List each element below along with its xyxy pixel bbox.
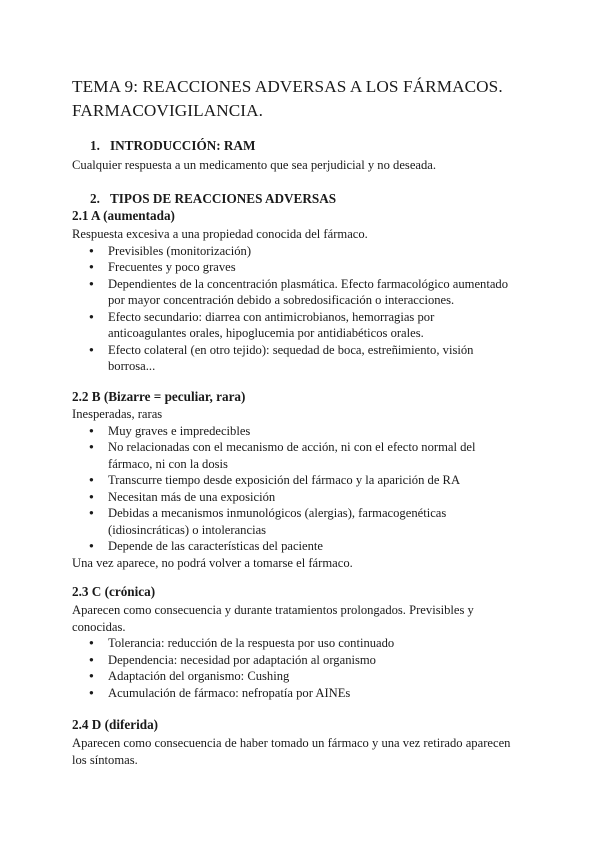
subsection-b — [72, 388, 572, 571]
list-item: ● Tolerancia: reducción de la respuesta por uso continuado — [72, 635, 572, 652]
subsection-c — [72, 583, 572, 701]
section-heading-2 — [72, 190, 572, 207]
bullet-list — [72, 243, 572, 375]
paragraph: Una vez aparece, no podrá volver a tomarse el fármaco. — [72, 555, 353, 570]
document-title — [72, 75, 572, 123]
list-item: ● Dependientes de la concentración plasmática. Efecto farmacológico aumentado por mayor concentración debido a sobredosificación o interacciones. — [72, 276, 572, 309]
list-item: ● Efecto colateral (en otro tejido): sequedad de boca, estreñimiento, visión borrosa... — [72, 342, 572, 375]
paragraph: Aparecen como consecuencia y durante tratamientos prolongados. Previsibles y conocidas. — [72, 603, 474, 634]
title-line-2: FARMACOVIGILANCIA. — [72, 101, 264, 120]
list-item: ● Acumulación de fármaco: nefropatía por AINEs — [72, 685, 572, 702]
subsection-heading: 2.3 C (crónica) — [72, 584, 156, 599]
section-tipos — [72, 190, 572, 207]
list-item: ● Necesitan más de una exposición — [72, 489, 572, 506]
list-item: ● Muy graves e impredecibles — [72, 423, 572, 440]
section-introduccion — [72, 137, 572, 174]
list-item: ● Frecuentes y poco graves — [72, 259, 572, 276]
title-line-1: TEMA 9: REACCIONES ADVERSAS A LOS FÁRMACOS. — [72, 77, 503, 96]
list-item: ● Efecto secundario: diarrea con antimicrobianos, hemorragias por anticoagulantes orales, hipoglucemia por antidiabéticos orales. — [72, 309, 572, 342]
subsection-heading: 2.2 B (Bizarre = peculiar, rara) — [72, 389, 246, 404]
paragraph: Respuesta excesiva a una propiedad conocida del fármaco. — [72, 227, 368, 241]
subsection-heading: 2.1 A (aumentada) — [72, 208, 175, 223]
paragraph: Aparecen como consecuencia de haber tomado un fármaco y una vez retirado aparecen los síntomas. — [72, 736, 511, 767]
subsection-heading: 2.4 D (diferida) — [72, 717, 159, 732]
list-item: ● Adaptación del organismo: Cushing — [72, 668, 572, 685]
list-item: ● Transcurre tiempo desde exposición del fármaco y la aparición de RA — [72, 472, 572, 489]
section-heading-1 — [72, 137, 572, 154]
section-number: 1. — [90, 138, 100, 153]
list-item: ● Depende de las características del paciente — [72, 538, 572, 555]
subsection-d — [72, 716, 572, 768]
list-item: ● No relacionadas con el mecanismo de acción, ni con el efecto normal del fármaco, ni con la dosis — [72, 439, 572, 472]
section-number: 2. — [90, 191, 100, 206]
list-item: ● Dependencia: necesidad por adaptación al organismo — [72, 652, 572, 669]
section-heading-text: TIPOS DE REACCIONES ADVERSAS — [110, 191, 337, 206]
subsection-a — [72, 207, 572, 375]
paragraph: Inesperadas, raras — [72, 407, 163, 421]
list-item: ● Previsibles (monitorización) — [72, 243, 572, 260]
list-item: ● Debidas a mecanismos inmunológicos (alergias), farmacogenéticas (idiosincráticas) o intolerancias — [72, 505, 572, 538]
section-heading-text: INTRODUCCIÓN: RAM — [110, 138, 256, 153]
paragraph: Cualquier respuesta a un medicamento que sea perjudicial y no deseada. — [72, 158, 437, 172]
bullet-list — [72, 423, 572, 555]
bullet-list — [72, 635, 572, 701]
